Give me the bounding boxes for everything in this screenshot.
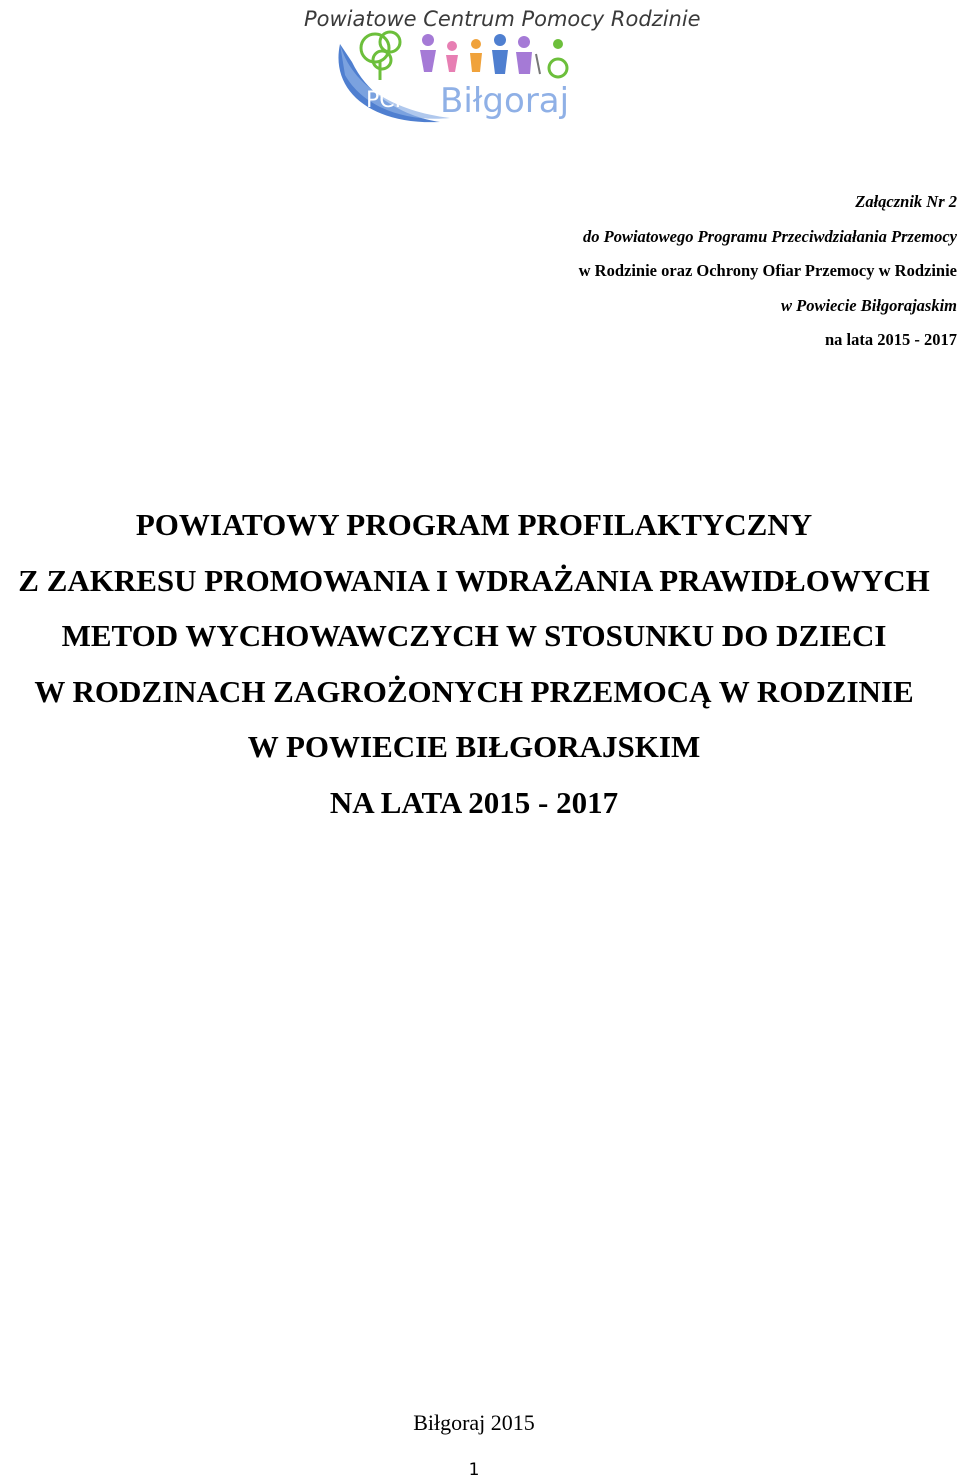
title-line-3: METOD WYCHOWAWCZYCH W STOSUNKU DO DZIECI [61,618,887,653]
title-line-2: Z ZAKRESU PROMOWANIA I WDRAŻANIA PRAWIDŁOWYCH [18,562,930,598]
title-line-1: POWIATOWY PROGRAM PROFILAKTYCZNY [135,507,813,542]
annex-family-line: w Rodzinie oraz Ochrony Ofiar Przemocy w Rodzinie [578,261,957,281]
annex-program-line: do Powiatowego Programu Przeciwdziałania Przemocy [583,226,957,246]
logo-name-text: Powiatowe Centrum Pomocy Rodzinie [304,7,701,31]
title-line-5: W POWIECIE BIŁGORAJSKIM [247,729,701,764]
annex-years-line: na lata 2015 - 2017 [825,330,957,350]
annex-county-line: w Powiecie Biłgorajaskim [781,295,957,315]
pcpr-logo [300,0,701,128]
family-figures-icon [420,34,567,77]
document-title [0,497,948,830]
title-line-6: NA LATA 2015 - 2017 [329,784,619,820]
logo-town: Biłgoraj [440,81,570,121]
annex-number: Załącznik Nr 2 [855,192,957,211]
logo-abbr: PCPR [366,88,424,113]
pcpr-logo-graphic [300,0,701,128]
page-number: 1 [468,1460,480,1480]
place-and-year: Biłgoraj 2015 [413,1410,535,1435]
title-line-4: W RODZINACH ZAGROŻONYCH PRZEMOCĄ W RODZINIE [34,673,914,709]
annex-header [437,185,957,358]
